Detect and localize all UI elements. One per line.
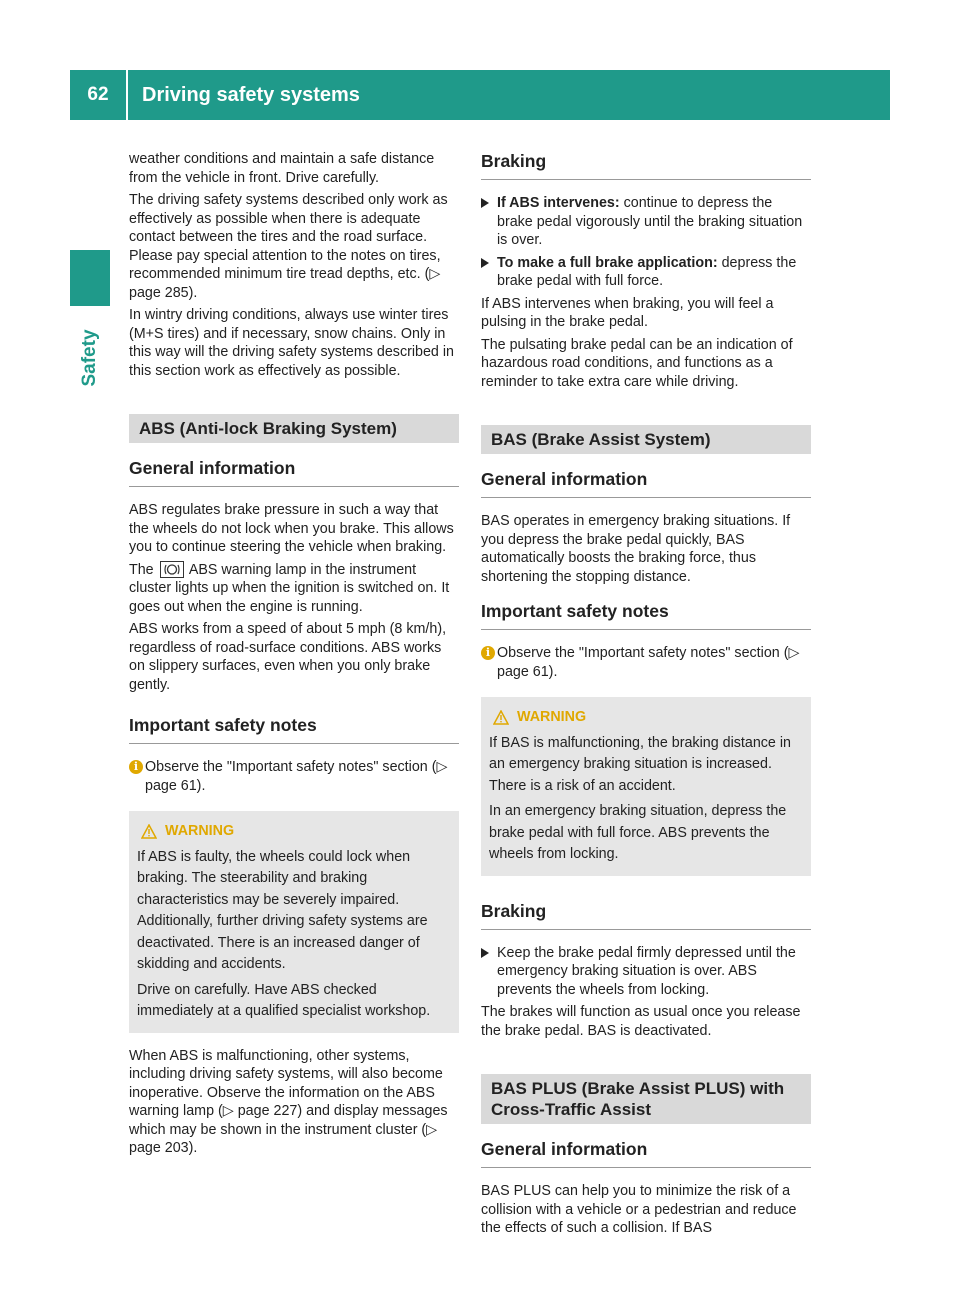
warning-text: If BAS is malfunctioning, the braking distance in an emergency braking situation is increased. There is a risk of an accident.: [489, 734, 791, 794]
side-tab-block: [70, 250, 110, 306]
subheading-important-safety-notes: Important safety notes: [129, 714, 459, 744]
info-icon: i: [129, 760, 143, 774]
side-tab: [70, 318, 110, 398]
page-header: [70, 70, 890, 120]
step-item: Keep the brake pedal firmly depressed until the emergency braking situation is over. ABS prevents the wheels from locking.: [481, 944, 811, 1000]
warning-triangle-icon: [493, 710, 509, 725]
arrow-right-icon: [481, 948, 489, 958]
paragraph: BAS PLUS can help you to minimize the risk of a collision with a vehicle or a pedestrian and reduce the effects of such a collision. If BAS: [481, 1183, 797, 1236]
left-column: [129, 150, 459, 1162]
paragraph: The driving safety systems described only work as effectively as possible when there is adequate contact between the tires and the road surface. Please pay special attention to the notes on tires, recommended minimum tire tread depths, etc. (▷ page 285).: [129, 192, 448, 301]
subheading-braking: Braking: [481, 900, 811, 930]
section-heading-bas: BAS (Brake Assist System): [481, 425, 811, 454]
warning-title: WARNING: [137, 821, 451, 843]
warning-text: In an emergency braking situation, depress the brake pedal with full force. ABS prevents the wheels from locking.: [489, 803, 787, 862]
subheading-general-information: General information: [481, 468, 811, 498]
header-title: Driving safety systems: [142, 84, 360, 106]
info-note: i Observe the "Important safety notes" section (▷ page 61).: [481, 644, 811, 681]
header-divider: [126, 70, 128, 120]
arrow-right-icon: [481, 198, 489, 208]
warning-box: [481, 697, 811, 876]
info-note: i Observe the "Important safety notes" section (▷ page 61).: [129, 758, 459, 795]
paragraph: ABS works from a speed of about 5 mph (8 km/h), regardless of road-surface conditions. ABS works on slippery surfaces, even when you only brake gently.: [129, 621, 447, 693]
abs-warning-lamp-icon: [160, 561, 184, 578]
warning-title: WARNING: [489, 707, 803, 729]
subheading-braking: Braking: [481, 150, 811, 180]
subheading-general-information: General information: [129, 457, 459, 487]
paragraph: BAS operates in emergency braking situations. If you depress the brake pedal quickly, BAS automatically boosts the braking force, thus shortening the stopping distance.: [481, 513, 791, 585]
warning-text: If ABS is faulty, the wheels could lock when braking. The steerability and braking characteristics may be severely impaired. Additionally, further driving safety systems are deactivated. There is an increased danger of skidding and accidents.: [137, 848, 428, 972]
paragraph: In wintry driving conditions, always use winter tires (M+S tires) and if necessary, snow chains. Only in this way will the driving safety systems described in this section work as effectively as possible.: [129, 307, 454, 379]
step-item: To make a full brake application: depress the brake pedal with full force.: [481, 254, 811, 291]
paragraph: The ABS warning lamp in the instrument cluster lights up when the ignition is switched on. It goes out when the engine is running.: [129, 561, 450, 615]
info-icon: i: [481, 646, 495, 660]
paragraph: The pulsating brake pedal can be an indication of hazardous road conditions, and functions as a reminder to take extra care while driving.: [481, 336, 793, 390]
paragraph: If ABS intervenes when braking, you will feel a pulsing in the brake pedal.: [481, 295, 774, 330]
warning-triangle-icon: [141, 824, 157, 839]
subheading-general-information: General information: [481, 1138, 811, 1168]
subheading-important-safety-notes: Important safety notes: [481, 600, 811, 630]
section-heading-bas-plus: BAS PLUS (Brake Assist PLUS) with Cross-Traffic Assist: [481, 1074, 811, 1124]
paragraph: weather conditions and maintain a safe distance from the vehicle in front. Drive carefully.: [129, 151, 435, 186]
warning-box: [129, 811, 459, 1033]
paragraph: When ABS is malfunctioning, other systems, including driving safety systems, will also become inoperative. Observe the information on the ABS warning lamp (▷ page 227) and display messages which may be shown in the instrument cluster (▷ page 203).: [129, 1047, 448, 1156]
warning-text: Drive on carefully. Have ABS checked immediately at a qualified specialist workshop.: [137, 981, 431, 1019]
paragraph: The brakes will function as usual once you release the brake pedal. BAS is deactivated.: [481, 1004, 801, 1039]
right-column: [481, 150, 811, 1242]
section-heading-abs: ABS (Anti-lock Braking System): [129, 414, 459, 443]
side-tab-label: Safety: [79, 329, 100, 387]
step-item: If ABS intervenes: continue to depress the brake pedal vigorously until the braking situation is over.: [481, 194, 811, 250]
page-number: 62: [87, 84, 109, 105]
paragraph: ABS regulates brake pressure in such a way that the wheels do not lock when you brake. This allows you to continue steering the vehicle when braking.: [129, 502, 454, 555]
arrow-right-icon: [481, 258, 489, 268]
